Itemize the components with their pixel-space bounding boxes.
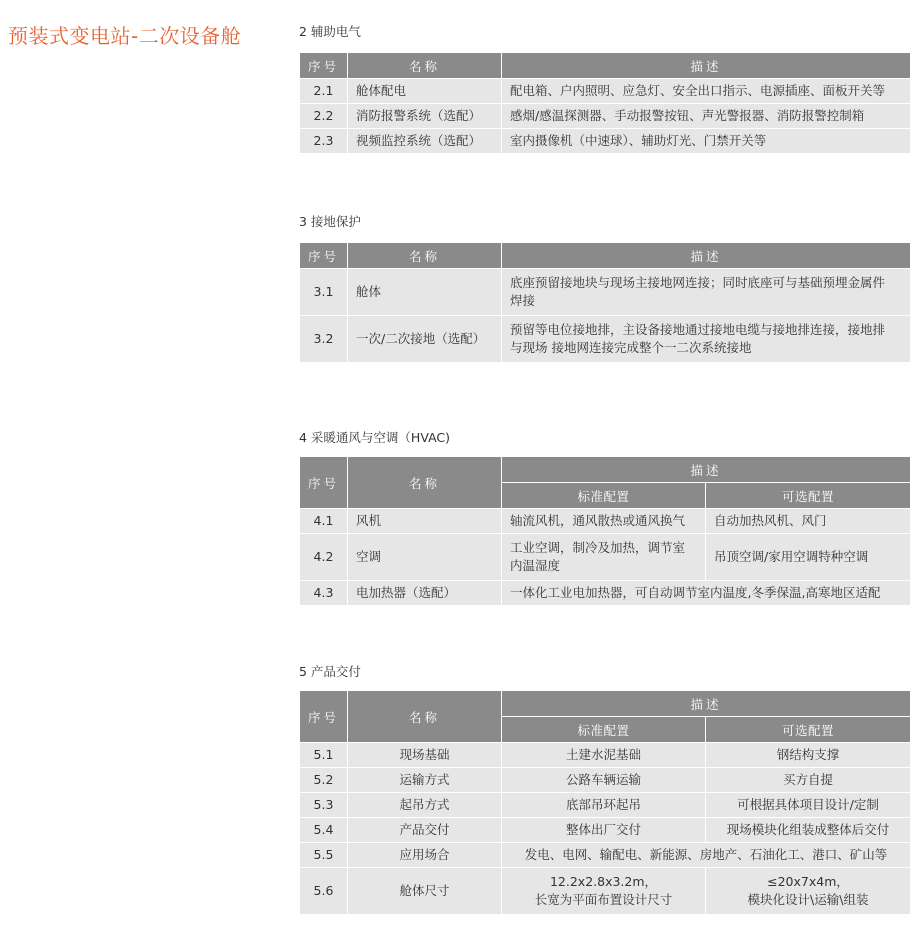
table-row [300,269,911,316]
desc-line: 底座预留接地块与现场主接地网连接；同时底座可与基础预埋金属件 [510,275,886,290]
row-name: 舱体配电 [348,79,502,104]
standard-line: 长宽为平面布置设计尺寸 [534,892,673,907]
delivery-table [299,690,911,915]
row-seq: 5.5 [300,843,348,868]
table-row [300,793,911,818]
desc-line: 与现场 接地网连接完成整个一二次系统接地 [510,340,752,355]
row-optional: 现场模块化组装成整体后交付 [706,818,911,843]
row-desc: 感烟/感温探测器、手动报警按钮、声光警报器、消防报警控制箱 [502,104,911,129]
page-title: 预装式变电站-二次设备舱 [8,24,242,48]
row-name: 舱体尺寸 [348,868,502,915]
row-seq: 3.2 [300,316,348,363]
row-seq: 5.3 [300,793,348,818]
row-seq: 5.4 [300,818,348,843]
row-optional: 钢结构支撑 [706,743,911,768]
row-standard: 轴流风机，通风散热或通风换气 [502,509,706,534]
row-desc: 一体化工业电加热器，可自动调节室内温度,冬季保温,高寒地区适配 [502,581,911,606]
section-heading-delivery: 5 产品交付 [299,664,361,679]
row-standard: 整体出厂交付 [502,818,706,843]
table-row [300,129,911,154]
desc-line: 预留等电位接地排，主设备接地通过接地电缆与接地排连接，接地排 [510,322,886,337]
row-optional [706,868,911,915]
table-row [300,818,911,843]
row-standard [502,534,706,581]
row-name: 产品交付 [348,818,502,843]
row-standard: 公路车辆运输 [502,768,706,793]
table-row [300,104,911,129]
row-seq: 5.2 [300,768,348,793]
table-row [300,868,911,915]
optional-line: ≤20x7x4m， [767,874,849,889]
col-header-desc: 描述 [502,691,911,717]
row-standard [502,868,706,915]
row-optional: 可根据具体项目设计/定制 [706,793,911,818]
table-row [300,743,911,768]
col-header-name: 名称 [348,243,502,269]
row-name: 视频监控系统（选配） [348,129,502,154]
row-name: 消防报警系统（选配） [348,104,502,129]
row-desc: 室内摄像机（中速球）、辅助灯光、门禁开关等 [502,129,911,154]
col-header-seq: 序号 [300,243,348,269]
row-desc [502,269,911,316]
col-header-optional: 可选配置 [706,483,911,509]
row-name: 电加热器（选配） [348,581,502,606]
row-seq: 4.3 [300,581,348,606]
row-desc [502,316,911,363]
table-row [300,581,911,606]
row-seq: 3.1 [300,269,348,316]
row-desc: 配电箱、户内照明、应急灯、安全出口指示、电源插座、面板开关等 [502,79,911,104]
row-seq: 4.1 [300,509,348,534]
row-name: 一次/二次接地（选配） [348,316,502,363]
table-row [300,768,911,793]
table-header-row [300,691,911,717]
row-seq: 5.1 [300,743,348,768]
standard-line: 内温湿度 [510,558,561,573]
row-desc: 发电、电网、输配电、新能源、房地产、石油化工、港口、矿山等 [502,843,911,868]
row-name: 舱体 [348,269,502,316]
table-header-row [300,53,911,79]
col-header-seq: 序号 [300,691,348,743]
col-header-desc: 描述 [502,457,911,483]
desc-line: 焊接 [510,293,536,308]
row-seq: 2.1 [300,79,348,104]
auxiliary-electrical-table [299,52,911,154]
grounding-table [299,242,911,363]
standard-line: 工业空调，制冷及加热，调节室 [510,540,686,555]
table-row [300,843,911,868]
row-optional: 买方自提 [706,768,911,793]
row-name: 起吊方式 [348,793,502,818]
row-name: 现场基础 [348,743,502,768]
row-name: 风机 [348,509,502,534]
col-header-desc: 描述 [502,53,911,79]
col-header-seq: 序号 [300,53,348,79]
section-heading-auxiliary-electrical: 2 辅助电气 [299,24,361,39]
section-heading-grounding: 3 接地保护 [299,214,361,229]
col-header-seq: 序号 [300,457,348,509]
row-seq: 4.2 [300,534,348,581]
table-row [300,79,911,104]
col-header-desc: 描述 [502,243,911,269]
col-header-standard: 标准配置 [502,483,706,509]
table-row [300,316,911,363]
col-header-name: 名称 [348,691,502,743]
row-name: 空调 [348,534,502,581]
row-optional: 吊顶空调/家用空调特种空调 [706,534,911,581]
row-seq: 2.2 [300,104,348,129]
table-row [300,509,911,534]
row-name: 应用场合 [348,843,502,868]
table-header-row [300,457,911,483]
col-header-name: 名称 [348,457,502,509]
optional-line: 模块化设计\运输\组装 [747,892,869,907]
row-standard: 土建水泥基础 [502,743,706,768]
row-seq: 2.3 [300,129,348,154]
col-header-name: 名称 [348,53,502,79]
section-heading-hvac: 4 采暖通风与空调（HVAC) [299,430,451,445]
table-row [300,534,911,581]
row-optional: 自动加热风机、风门 [706,509,911,534]
row-seq: 5.6 [300,868,348,915]
hvac-table [299,456,911,606]
table-header-row [300,243,911,269]
standard-line: 12.2x2.8x3.2m， [549,874,658,889]
row-standard: 底部吊环起吊 [502,793,706,818]
col-header-standard: 标准配置 [502,717,706,743]
row-name: 运输方式 [348,768,502,793]
col-header-optional: 可选配置 [706,717,911,743]
